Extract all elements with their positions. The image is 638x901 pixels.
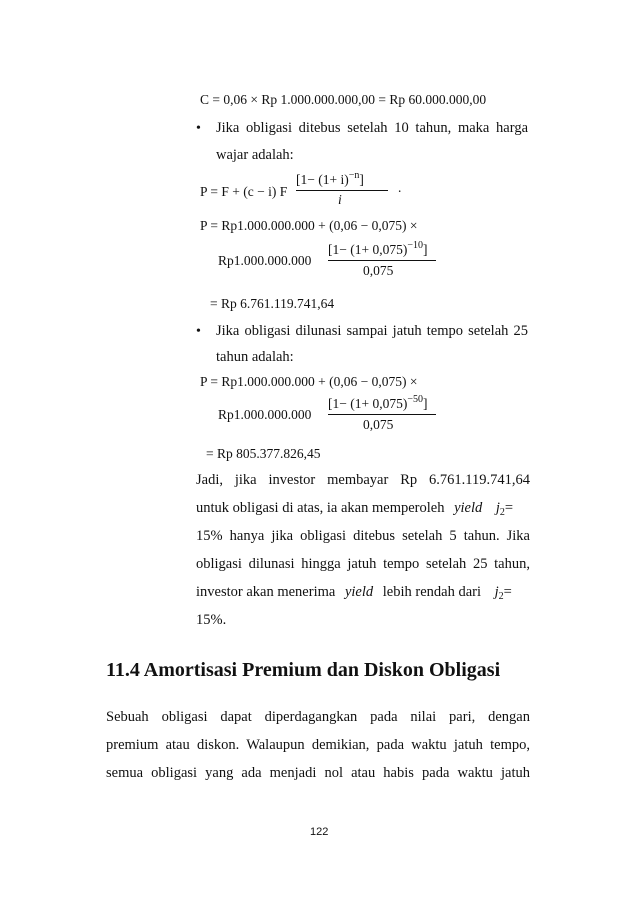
- conclusion-line-5: investor akan menerima yield lebih rendah dari $j_2=$: [196, 584, 512, 602]
- conclusion-line-1: Jadi, jika investor membayar Rp 6.761.119.741,64: [196, 472, 530, 488]
- bullet-2-line-2: tahun adalah:: [216, 349, 294, 365]
- equation-general-fraction: [296, 170, 388, 210]
- page-number: 122: [310, 826, 329, 838]
- equation-25-result: = Rp 805.377.826,45: [206, 446, 321, 461]
- bullet-1-line-2: wajar adalah:: [216, 147, 294, 163]
- conclusion-line-6: 15%.: [196, 612, 227, 628]
- section-paragraph-line-3: semua obligasi yang ada menjadi nol atau habis pada waktu jatuh: [106, 765, 530, 781]
- fraction-numerator: $[1- (1+ 0,075)^{-50}]$: [328, 394, 428, 411]
- section-paragraph-line-2: premium atau diskon. Walaupun demikian, pada waktu jatuh tempo,: [106, 737, 530, 753]
- equation-10-prefix: Rp1.000.000.000: [218, 253, 312, 268]
- section-heading: 11.4 Amortisasi Premium dan Diskon Obligasi: [106, 659, 501, 681]
- fraction-denominator: 0,075: [363, 263, 394, 278]
- equation-25-prefix: Rp1.000.000.000: [218, 407, 312, 422]
- equation-10-result: = Rp 6.761.119.741,64: [210, 296, 335, 311]
- equation-25-fraction: [328, 394, 436, 436]
- equation-25-line-1: P = Rp1.000.000.000 + (0,06 − 0,075) ×: [200, 374, 418, 389]
- bullet-2-line-1: Jika obligasi dilunasi sampai jatuh tempo setelah 25: [216, 323, 528, 339]
- bullet-1-symbol: •: [196, 121, 201, 136]
- conclusion-line-4: obligasi dilunasi hingga jatuh tempo setelah 25 tahun,: [196, 556, 530, 572]
- fraction-bar: [328, 414, 436, 415]
- fraction-numerator: $[1- (1+ i)^{-n}]$: [296, 170, 364, 187]
- fraction-denominator: i: [338, 192, 342, 207]
- equation-general-lhs: P = F + (c − i) F: [200, 184, 288, 199]
- fraction-bar: [296, 190, 388, 191]
- equation-coupon: C = 0,06 × Rp 1.000.000.000,00 = Rp 60.000.000,00: [200, 92, 487, 107]
- equation-10-fraction: [328, 240, 436, 282]
- fraction-bar: [328, 260, 436, 261]
- section-paragraph-line-1: Sebuah obligasi dapat diperdagangkan pada nilai pari, dengan: [106, 709, 530, 725]
- equation-10-line-1: P = Rp1.000.000.000 + (0,06 − 0,075) ×: [200, 218, 418, 233]
- fraction-denominator: 0,075: [363, 417, 394, 432]
- equation-general-period: .: [398, 180, 402, 195]
- conclusion-line-2: untuk obligasi di atas, ia akan memperoleh yield $j_2=$: [196, 500, 514, 518]
- bullet-2-symbol: •: [196, 324, 201, 339]
- bullet-1-line-1: Jika obligasi ditebus setelah 10 tahun, maka harga: [216, 120, 528, 136]
- conclusion-line-3: 15% hanya jika obligasi ditebus setelah 5 tahun. Jika: [196, 528, 530, 544]
- fraction-numerator: $[1- (1+ 0,075)^{-10}]$: [328, 240, 428, 257]
